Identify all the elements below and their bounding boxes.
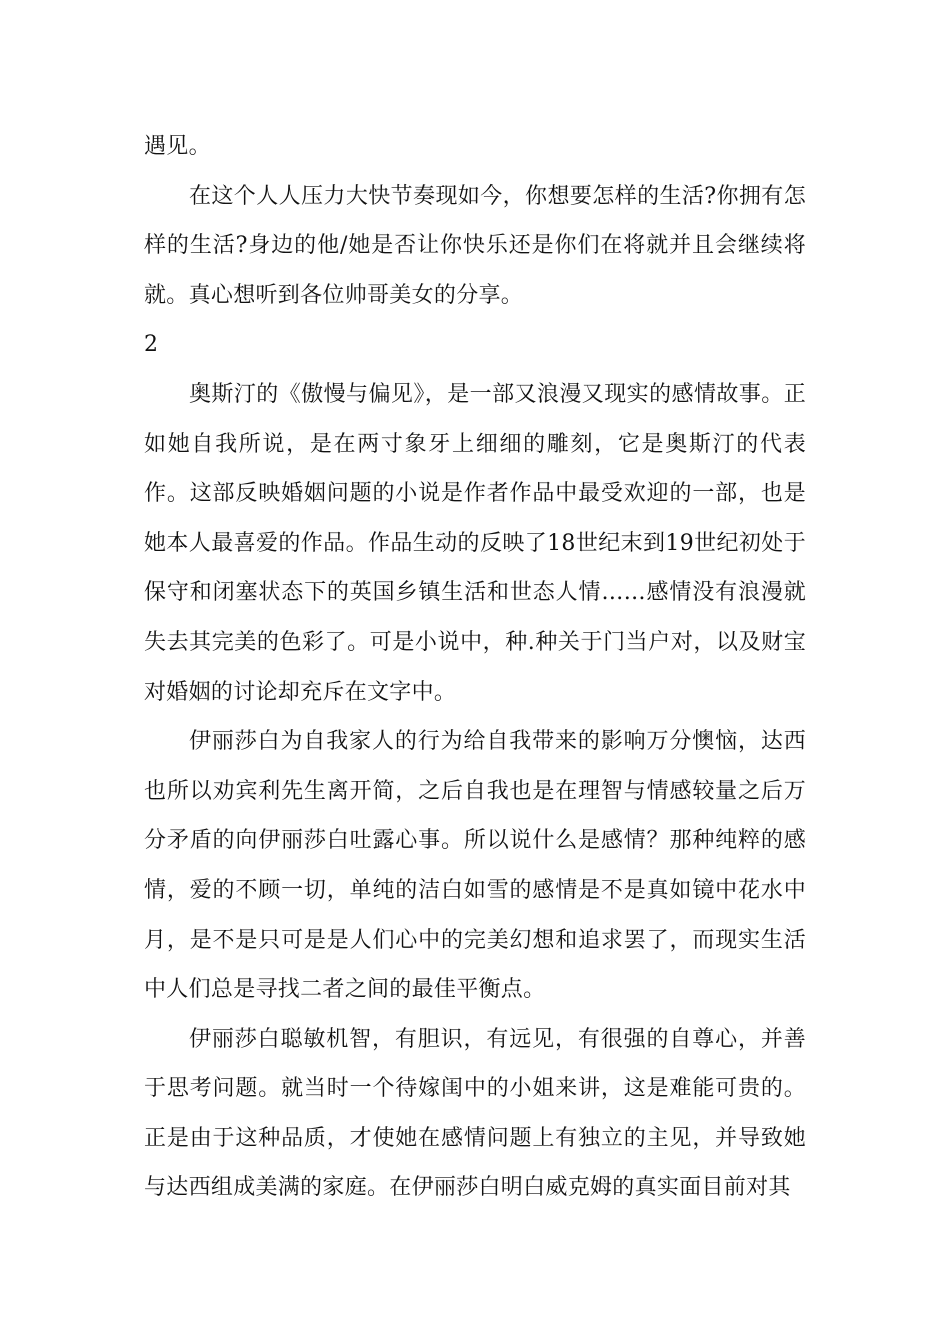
paragraph-pride-prejudice-intro: 奥斯汀的《傲慢与偏见》，是一部又浪漫又现实的感情故事。正如她自我所说，是在两寸象牙上细细的雕刻，它是奥斯汀的代表作。这部反映婚姻问题的小说是作者作品中最受欢迎的一部，也是她本人最喜爱的作品。作品生动的反映了18世纪末到19世纪初处于保守和闭塞状态下的英国乡镇生活和世态人情……感情没有浪漫就失去其完美的色彩了。可是小说中，种.种关于门当户对，以及财宝对婚姻的讨论却充斥在文字中。 bbox=[144, 381, 806, 705]
paragraph-continuation: 遇见。 bbox=[144, 134, 211, 159]
document-page bbox=[144, 122, 806, 1213]
paragraph-elizabeth-darcy: 伊丽莎白为自我家人的行为给自我带来的影响万分懊恼，达西也所以劝宾利先生离开简，之后自我也是在理智与情感较量之后万分矛盾的向伊丽莎白吐露心事。所以说什么是感情？那种纯粹的感情，爱的不顾一切，单纯的洁白如雪的感情是不是真如镜中花水中月，是不是只可是是人们心中的完美幻想和追求罢了，而现实生活中人们总是寻找二者之间的最佳平衡点。 bbox=[144, 729, 806, 1003]
paragraph-life-question: 在这个人人压力大快节奏现如今，你想要怎样的生活?你拥有怎样的生活?身边的他/她是否让你快乐还是你们在将就并且会继续将就。真心想听到各位帅哥美女的分享。 bbox=[144, 183, 806, 308]
section-number: 2 bbox=[144, 332, 159, 358]
paragraph-elizabeth-character: 伊丽莎白聪敏机智，有胆识，有远见，有很强的自尊心，并善于思考问题。就当时一个待嫁闺中的小姐来讲，这是难能可贵的。正是由于这种品质，才使她在感情问题上有独立的主见，并导致她与达西组成美满的家庭。在伊丽莎白明白威克姆的真实面目前对其 bbox=[144, 1026, 806, 1201]
